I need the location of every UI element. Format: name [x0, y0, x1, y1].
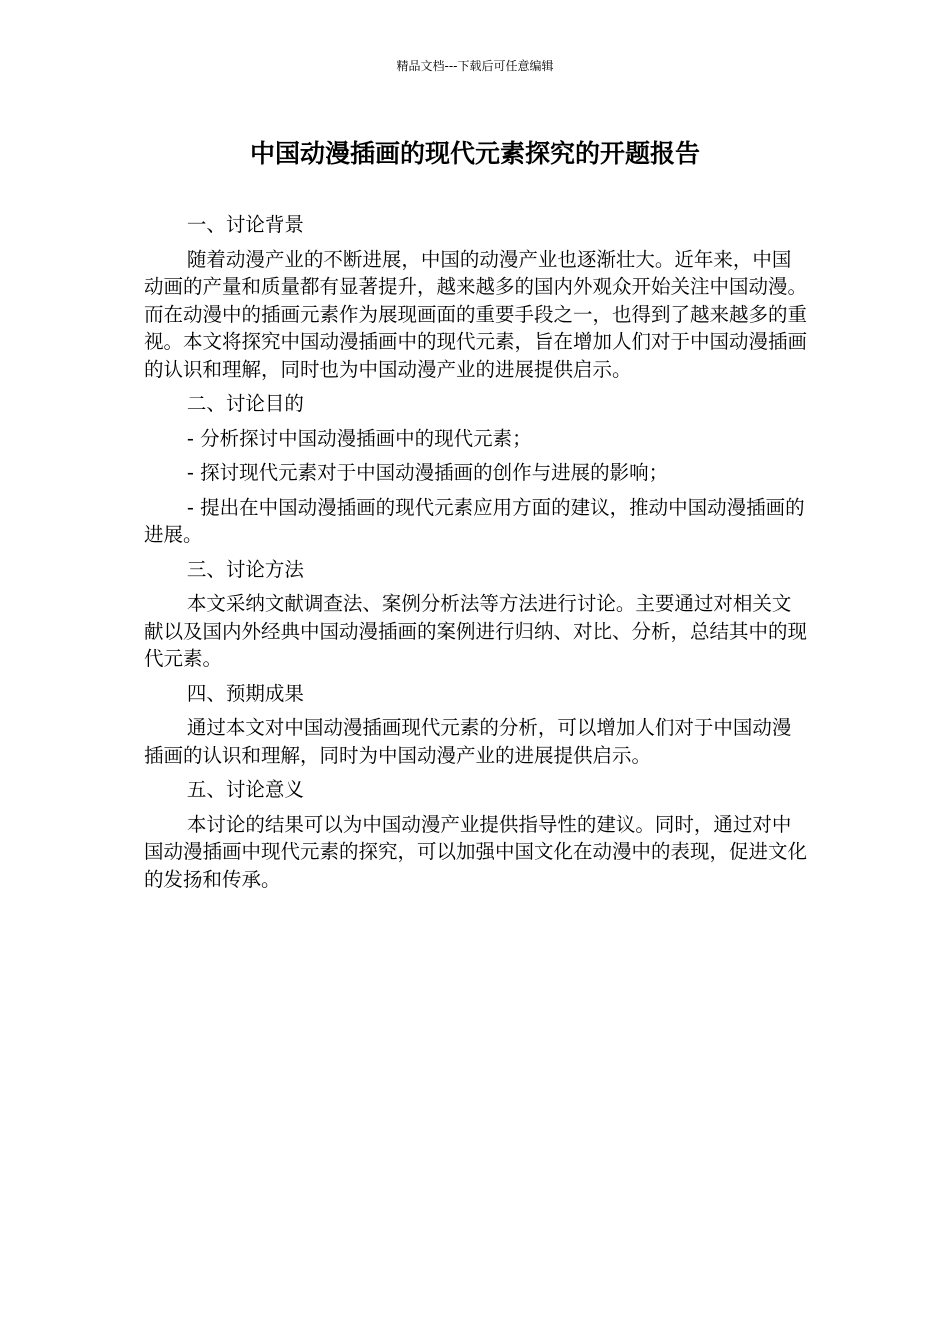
paragraph-background: 随着动漫产业的不断进展，中国的动漫产业也逐渐壮大。近年来，中国动画的产量和质量都有显著提升，越来越多的国内外观众开始关注中国动漫。而在动漫中的插画元素作为展现画面的重要手段之一，也得到了越来越多的重视。本文将探究中国动漫插画中的现代元素，旨在增加人们对于中国动漫插画的认识和理解，同时也为中国动漫产业的进展提供启示。 [144, 247, 808, 381]
section-heading-significance: 五、讨论意义 [186, 778, 304, 801]
section-heading-background: 一、讨论背景 [186, 213, 304, 236]
document-body [144, 211, 808, 900]
section-heading-expected-results: 四、预期成果 [186, 681, 304, 705]
paragraph-method: 本文采纳文献调查法、案例分析法等方法进行讨论。主要通过对相关文献以及国内外经典中国动漫插画的案例进行归纳、对比、分析，总结其中的现代元素。 [144, 592, 808, 670]
paragraph-significance: 本讨论的结果可以为中国动漫产业提供指导性的建议。同时，通过对中国动漫插画中现代元素的探究，可以加强中国文化在动漫中的表现，促进文化的发扬和传承。 [144, 812, 808, 891]
page-header: 精品文档---下载后可任意编辑 [396, 59, 554, 73]
paragraph-expected-results: 通过本文对中国动漫插画现代元素的分析，可以增加人们对于中国动漫插画的认识和理解，同时为中国动漫产业的进展提供启示。 [144, 716, 792, 767]
document-title: 中国动漫插画的现代元素探究的开题报告 [249, 139, 700, 168]
section-heading-purpose: 二、讨论目的 [186, 392, 304, 415]
purpose-item-3: - 提出在中国动漫插画的现代元素应用方面的建议，推动中国动漫插画的进展。 [144, 495, 805, 546]
section-heading-method: 三、讨论方法 [186, 557, 304, 581]
purpose-item-2: - 探讨现代元素对于中国动漫插画的创作与进展的影响； [186, 461, 669, 484]
purpose-item-1: - 分析探讨中国动漫插画中的现代元素； [186, 426, 532, 450]
